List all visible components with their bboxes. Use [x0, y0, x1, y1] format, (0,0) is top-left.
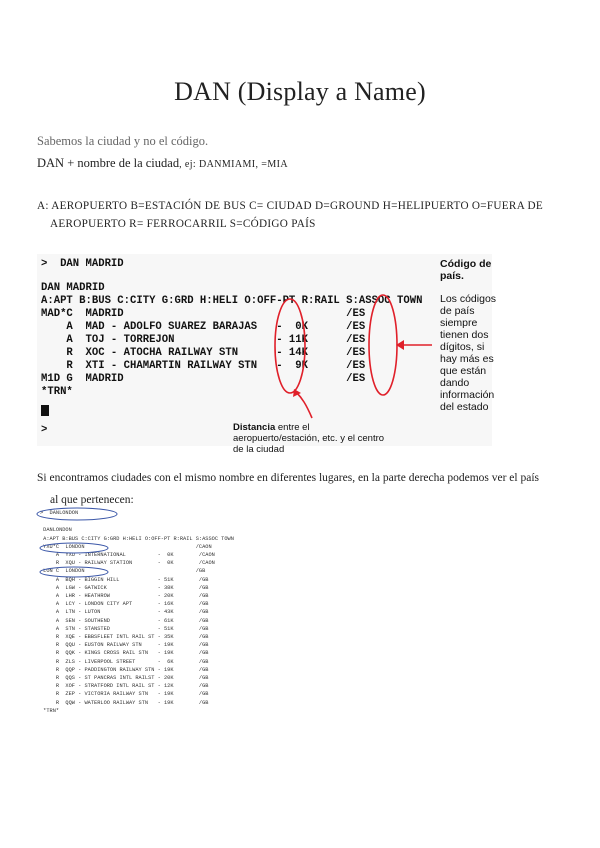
terminal-screenshot-london	[40, 508, 310, 720]
country-code-note-line: del estado	[440, 401, 489, 413]
terminal-line: R XTI - CHAMARTIN RAILWAY STN - 9K /ES	[41, 360, 366, 372]
terminal-line: A LGW - GATWICK - 38K /GB	[40, 584, 209, 591]
terminal-line: R QQK - KINGS CROSS RAIL STN - 19K /GB	[40, 650, 209, 657]
country-code-annotation-title	[440, 258, 500, 282]
distance-annotation-rest: entre el aeropuerto/estación, etc. y el centro de la ciudad	[233, 422, 385, 455]
terminal-line: A LCY - LONDON CITY APT - 16K /GB	[40, 601, 209, 608]
terminal-line: A:APT B:BUS C:CITY G:GRD H:HELI O:OFF-PT R:RAIL S:ASSOC TOWN	[40, 535, 234, 542]
code-legend-line1: A: AEROPUERTO B=ESTACIÓN DE BUS C= CIUDAD D=GROUND H=HELIPUERTO O=FUERA DE	[37, 200, 544, 212]
terminal-line: R QQW - WATERLOO RAILWAY STN - 19K /GB	[40, 699, 209, 706]
paragraph-same-name	[37, 467, 577, 511]
terminal-cursor	[41, 401, 49, 419]
dan-rule-example: , ej: DANMIAMI, =MIA	[179, 159, 288, 170]
terminal-line: A LTN - LUTON - 43K /GB	[40, 609, 209, 616]
terminal-line: LON C LONDON /GB	[40, 568, 206, 575]
terminal-line: R QQP - PADDINGTON RAILWAY STN - 19K /GB	[40, 666, 209, 673]
terminal-line: A BQH - BIGGIN HILL - 51K /GB	[40, 576, 209, 583]
code-legend-line2: AEROPUERTO R= FERROCARRIL S=CÓDIGO PAÍS	[50, 218, 316, 230]
distance-annotation-bold: Distancia	[233, 422, 276, 433]
terminal-line: A MAD - ADOLFO SUAREZ BARAJAS - 0K /ES	[41, 321, 366, 333]
dan-rule-lead: DAN + nombre de la ciudad	[37, 156, 180, 170]
terminal-line: R QQU - EUSTON RAILWAY STN - 19K /GB	[40, 642, 209, 649]
country-code-note-line: hay más es	[440, 353, 494, 365]
country-code-note-line: dando	[440, 377, 470, 389]
page-title: DAN (Display a Name)	[174, 77, 426, 106]
terminal-line: > DANLONDON	[40, 510, 79, 516]
country-code-title: Código de país.	[440, 258, 492, 282]
country-code-note-line: dígitos, si	[440, 341, 485, 353]
prompt-symbol: >	[41, 424, 48, 436]
terminal-line: A SEN - SOUTHEND - 61K /GB	[40, 617, 209, 624]
country-code-note-line: Los códigos	[440, 293, 497, 305]
country-code-note-line: tienen dos	[440, 329, 489, 341]
terminal-screenshot-madrid	[37, 254, 492, 455]
country-code-note-line: información	[440, 389, 495, 401]
terminal-line: DANLONDON	[40, 527, 72, 534]
terminal-line: YXU*C LONDON /CAON	[40, 543, 212, 550]
paragraph-same-name-line1: Si encontramos ciudades con el mismo nombre en diferentes lugares, en la parte derecha podemos ver el país	[37, 472, 539, 484]
terminal-line: R ZLS - LIVERPOOL STREET - 6K /GB	[40, 658, 209, 665]
country-code-note-line: de país	[440, 305, 475, 317]
intro-text: Sabemos la ciudad y no el código.	[37, 134, 209, 148]
terminal-line: R XQU - RAILWAY STATION - 0K /CAON	[40, 560, 215, 567]
terminal-line: A:APT B:BUS C:CITY G:GRD H:HELI O:OFF-PT R:RAIL S:ASSOC TOWN	[41, 295, 423, 307]
terminal-prompt	[41, 424, 47, 436]
terminal-line: R ZEP - VICTORIA RAILWAY STN - 19K /GB	[40, 691, 209, 698]
terminal-line: R QQS - ST PANCRAS INTL RAILST - 20K /GB	[40, 675, 209, 681]
terminal-line: R XOF - STRATFORD INTL RAIL ST - 12K /GB	[40, 683, 209, 690]
terminal-line: *TRN*	[40, 707, 60, 714]
terminal-line: A YXU - INTERNATIONAL - 0K /CAON	[40, 552, 215, 558]
code-legend	[37, 197, 557, 233]
terminal-line: R XOC - ATOCHA RAILWAY STN - 14K /ES	[41, 347, 366, 359]
distance-annotation	[233, 422, 393, 455]
dan-rule	[37, 156, 288, 171]
terminal-line: MAD*C MADRID /ES	[41, 308, 366, 320]
terminal-line: A LHR - HEATHROW - 20K /GB	[40, 593, 209, 599]
country-code-note-line: que están	[440, 365, 487, 377]
country-code-annotation-body	[440, 293, 496, 413]
terminal-line: A STN - STANSTED - 51K /GB	[40, 625, 209, 632]
country-code-note-line: siempre	[440, 317, 478, 329]
terminal-line: M1D G MADRID /ES	[41, 373, 366, 385]
terminal-line: > DAN MADRID	[41, 258, 124, 270]
paragraph-same-name-line2: al que pertenecen:	[50, 494, 134, 506]
terminal-line: DAN MADRID	[41, 282, 105, 294]
terminal-line: R XQE - EBBSFLEET INTL RAIL ST - 35K /GB	[40, 634, 209, 640]
terminal-line: A TOJ - TORREJON - 11K /ES	[41, 334, 366, 346]
terminal-line: *TRN*	[41, 386, 73, 398]
